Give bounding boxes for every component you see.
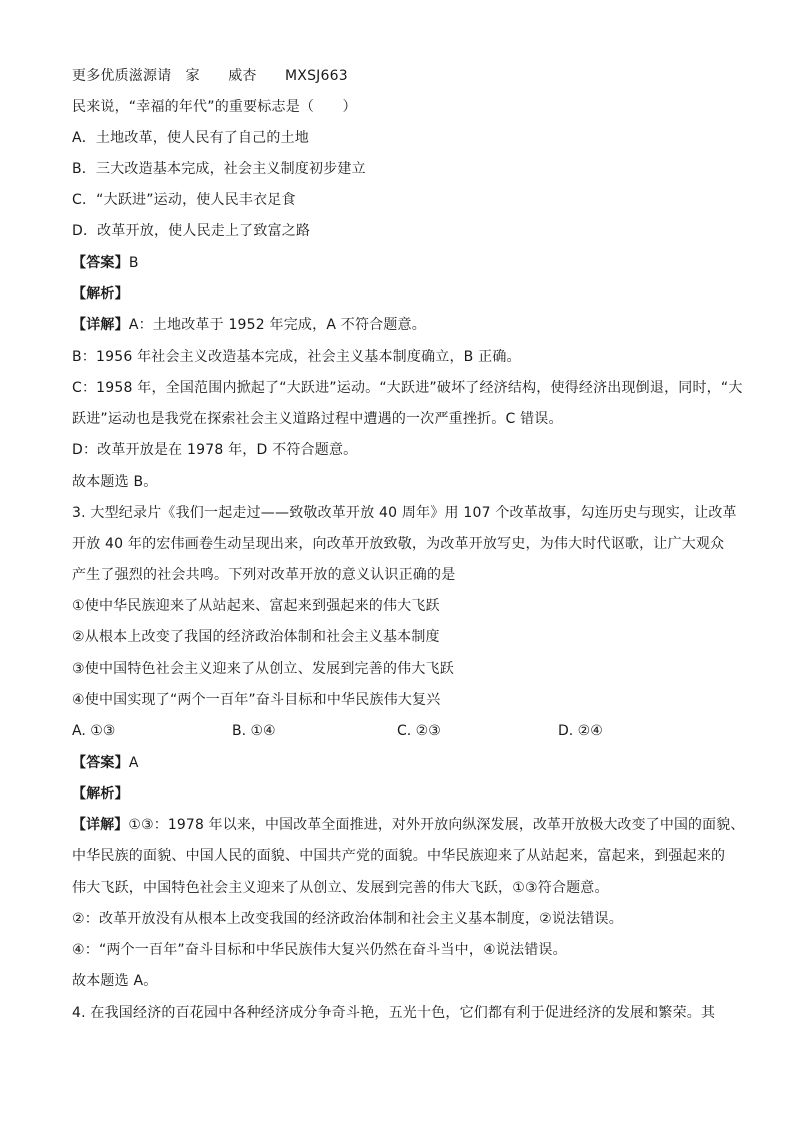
q3-detail-line-5: ④：“两个一百年”奋斗目标和中华民族伟大复兴仍然在奋斗当中，④说法错误。 (72, 942, 567, 958)
q2-stem: 民来说，“幸福的年代”的重要标志是（ ） (72, 99, 357, 115)
q4-stem-line-1: 4. 在我国经济的百花园中各种经济成分争奇斗艳，五光十色，它们都有利于促进经济的发展和繁荣。其 (72, 1005, 716, 1021)
q3-stem-line-3: 产生了强烈的社会共鸣。下列对改革开放的意义认识正确的是 (72, 567, 456, 583)
analysis-label: 【解析】 (72, 786, 129, 802)
answer-label: 【答案】 (72, 755, 129, 771)
q2-option-a: A．土地改革，使人民有了自己的土地 (72, 130, 309, 146)
q3-choice-d: D. ②④ (558, 723, 603, 739)
q3-detail-line-4: ②：改革开放没有从根本上改变我国的经济政治体制和社会主义基本制度，②说法错误。 (72, 911, 623, 927)
q2-detail-line-4: 跃进”运动也是我党在探索社会主义道路过程中遭遇的一次严重挫折。C 错误。 (72, 411, 563, 427)
q3-statement-2: ②从根本上改变了我国的经济政治体制和社会主义基本制度 (72, 629, 440, 645)
q3-choice-c: C. ②③ (397, 723, 441, 739)
q2-detail-line-3: C：1958 年，全国范围内掀起了“大跃进”运动。“大跃进”破坏了经济结构，使得经济出现倒退，同时，“大 (72, 380, 743, 396)
q2-detail-line-5: D：改革开放是在 1978 年，D 不符合题意。 (72, 442, 358, 458)
q3-stem-line-2: 开放 40 年的宏伟画卷生动呈现出来，向改革开放致敬，为改革开放写史，为伟大时代讴歌，让广大观众 (72, 536, 725, 552)
q3-statement-3: ③使中国特色社会主义迎来了从创立、发展到完善的伟大飞跃 (72, 661, 454, 677)
q3-conclusion: 故本题选 A。 (72, 973, 158, 989)
q3-detail-line-2: 中华民族的面貌、中国人民的面貌、中国共产党的面貌。中华民族迎来了从站起来，富起来，到强起来的 (72, 848, 726, 864)
detail-text: A：土地改革于 1952 年完成，A 不符合题意。 (128, 317, 426, 333)
q3-detail-line-1 (72, 815, 744, 835)
analysis-label: 【解析】 (72, 286, 129, 302)
q2-conclusion: 故本题选 B。 (72, 474, 158, 490)
detail-label: 【详解】 (72, 817, 129, 833)
q2-detail-line-1 (72, 315, 426, 335)
q3-choices (72, 721, 732, 741)
detail-text: ①③：1978 年以来，中国改革全面推进，对外开放向纵深发展，改革开放极大改变了中国的面貌、 (128, 817, 745, 833)
q3-analysis-label (72, 784, 129, 804)
q2-option-b: B．三大改造基本完成，社会主义制度初步建立 (72, 161, 366, 177)
q3-statement-1: ①使中华民族迎来了从站起来、富起来到强起来的伟大飞跃 (72, 598, 440, 614)
q3-stem-line-1: 3. 大型纪录片《我们一起走过——致敬改革开放 40 周年》用 107 个改革故事，勾连历史与现实，让改革 (72, 505, 737, 521)
q2-option-c: C．“大跃进”运动，使人民丰衣足食 (72, 192, 296, 208)
answer-label: 【答案】 (72, 255, 129, 271)
q3-choice-a: A. ①③ (72, 723, 116, 739)
q2-answer (72, 253, 139, 273)
q2-analysis-label (72, 284, 129, 304)
q3-choice-b: B. ①④ (232, 723, 276, 739)
q3-answer (72, 753, 139, 773)
q3-statement-4: ④使中国实现了“两个一百年”奋斗目标和中华民族伟大复兴 (72, 692, 441, 708)
q3-detail-line-3: 伟大飞跃，中国特色社会主义迎来了从创立、发展到完善的伟大飞跃，①③符合题意。 (72, 880, 609, 896)
answer-value: B (128, 255, 139, 271)
q2-option-d: D．改革开放，使人民走上了致富之路 (72, 223, 311, 239)
answer-value: A (128, 755, 139, 771)
watermark-header: 更多优质滋源请 家 威杏 MXSJ663 (72, 68, 348, 84)
detail-label: 【详解】 (72, 317, 129, 333)
q2-detail-line-2: B：1956 年社会主义改造基本完成，社会主义基本制度确立，B 正确。 (72, 349, 521, 365)
